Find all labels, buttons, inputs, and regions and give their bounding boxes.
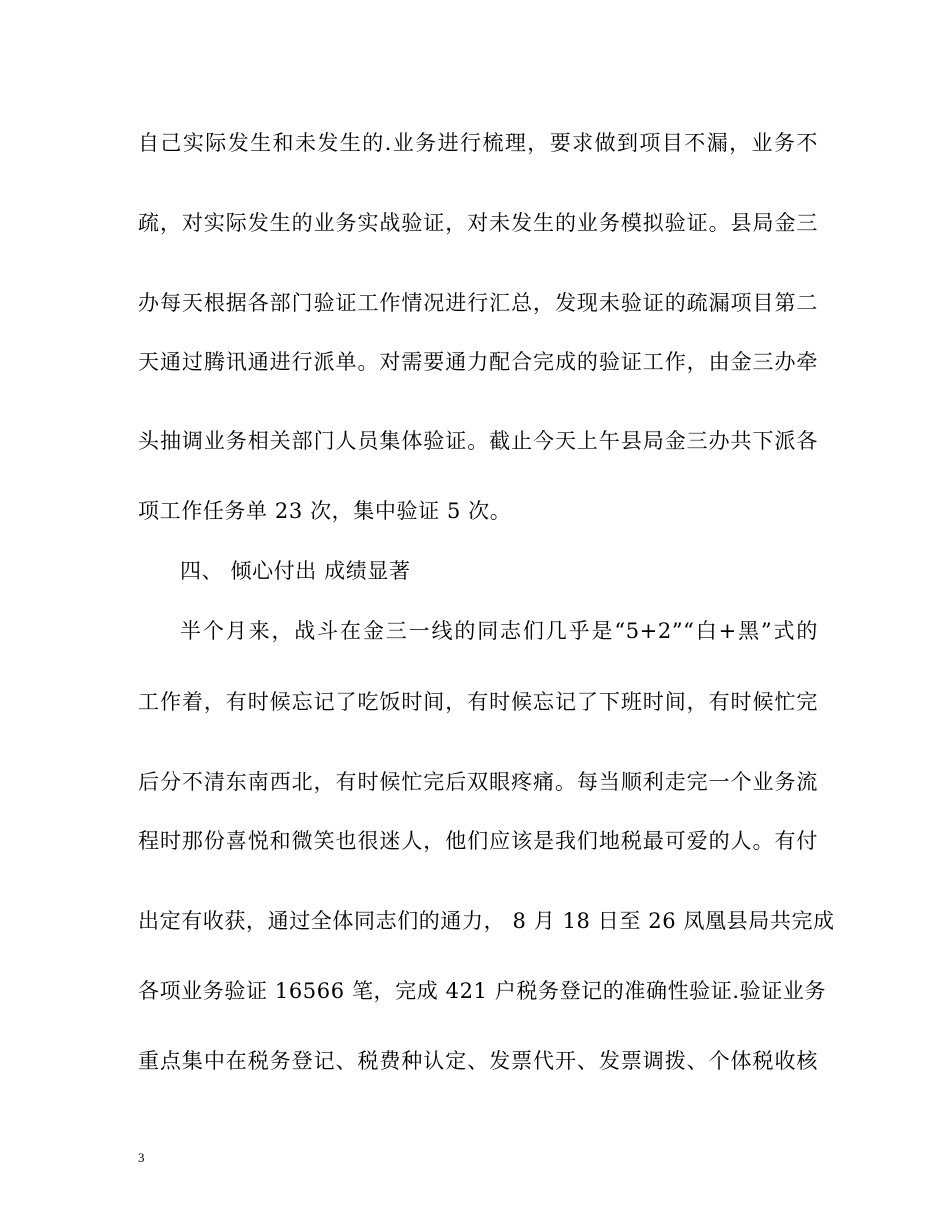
page-number: 3 [138, 1150, 145, 1165]
paragraph-2-line-5: 出定有收获，通过全体同志们的通力， 8 月 18 日至 26 凤凰县局共完成 [138, 909, 835, 933]
paragraph-1-line-6: 项工作任务单 23 次，集中验证 5 次。 [138, 499, 512, 523]
paragraph-2-line-4: 程时那份喜悦和微笑也很迷人，他们应该是我们地税最可爱的人。有付 [138, 829, 818, 853]
section-heading: 四、 倾心付出 成绩显著 [180, 559, 411, 583]
paragraph-1-line-5: 头抽调业务相关部门人员集体验证。截止今天上午县局金三办共下派各 [138, 429, 818, 453]
paragraph-2-line-1: 半个月来，战斗在金三一线的同志们几乎是“5+2”“白+黑”式的 [180, 619, 818, 643]
paragraph-1-line-2: 疏，对实际发生的业务实战验证，对未发生的业务模拟验证。县局金三 [138, 211, 818, 235]
paragraph-1-line-4: 天通过腾讯通进行派单。对需要通力配合完成的验证工作，由金三办牵 [138, 350, 818, 374]
paragraph-1-line-1: 自己实际发生和未发生的.业务进行梳理，要求做到项目不漏，业务不 [138, 131, 818, 155]
paragraph-1-line-3: 办每天根据各部门验证工作情况进行汇总，发现未验证的疏漏项目第二 [138, 291, 818, 315]
paragraph-2-line-3: 后分不清东南西北，有时候忙完后双眼疼痛。每当顺利走完一个业务流 [138, 770, 818, 794]
paragraph-2-line-6: 各项业务验证 16566 笔，完成 421 户税务登记的准确性验证.验证业务 [138, 979, 827, 1003]
paragraph-2-line-7: 重点集中在税务登记、税费种认定、发票代开、发票调拨、个体税收核 [138, 1049, 818, 1073]
paragraph-2-line-2: 工作着，有时候忘记了吃饭时间，有时候忘记了下班时间，有时候忙完 [138, 690, 818, 714]
